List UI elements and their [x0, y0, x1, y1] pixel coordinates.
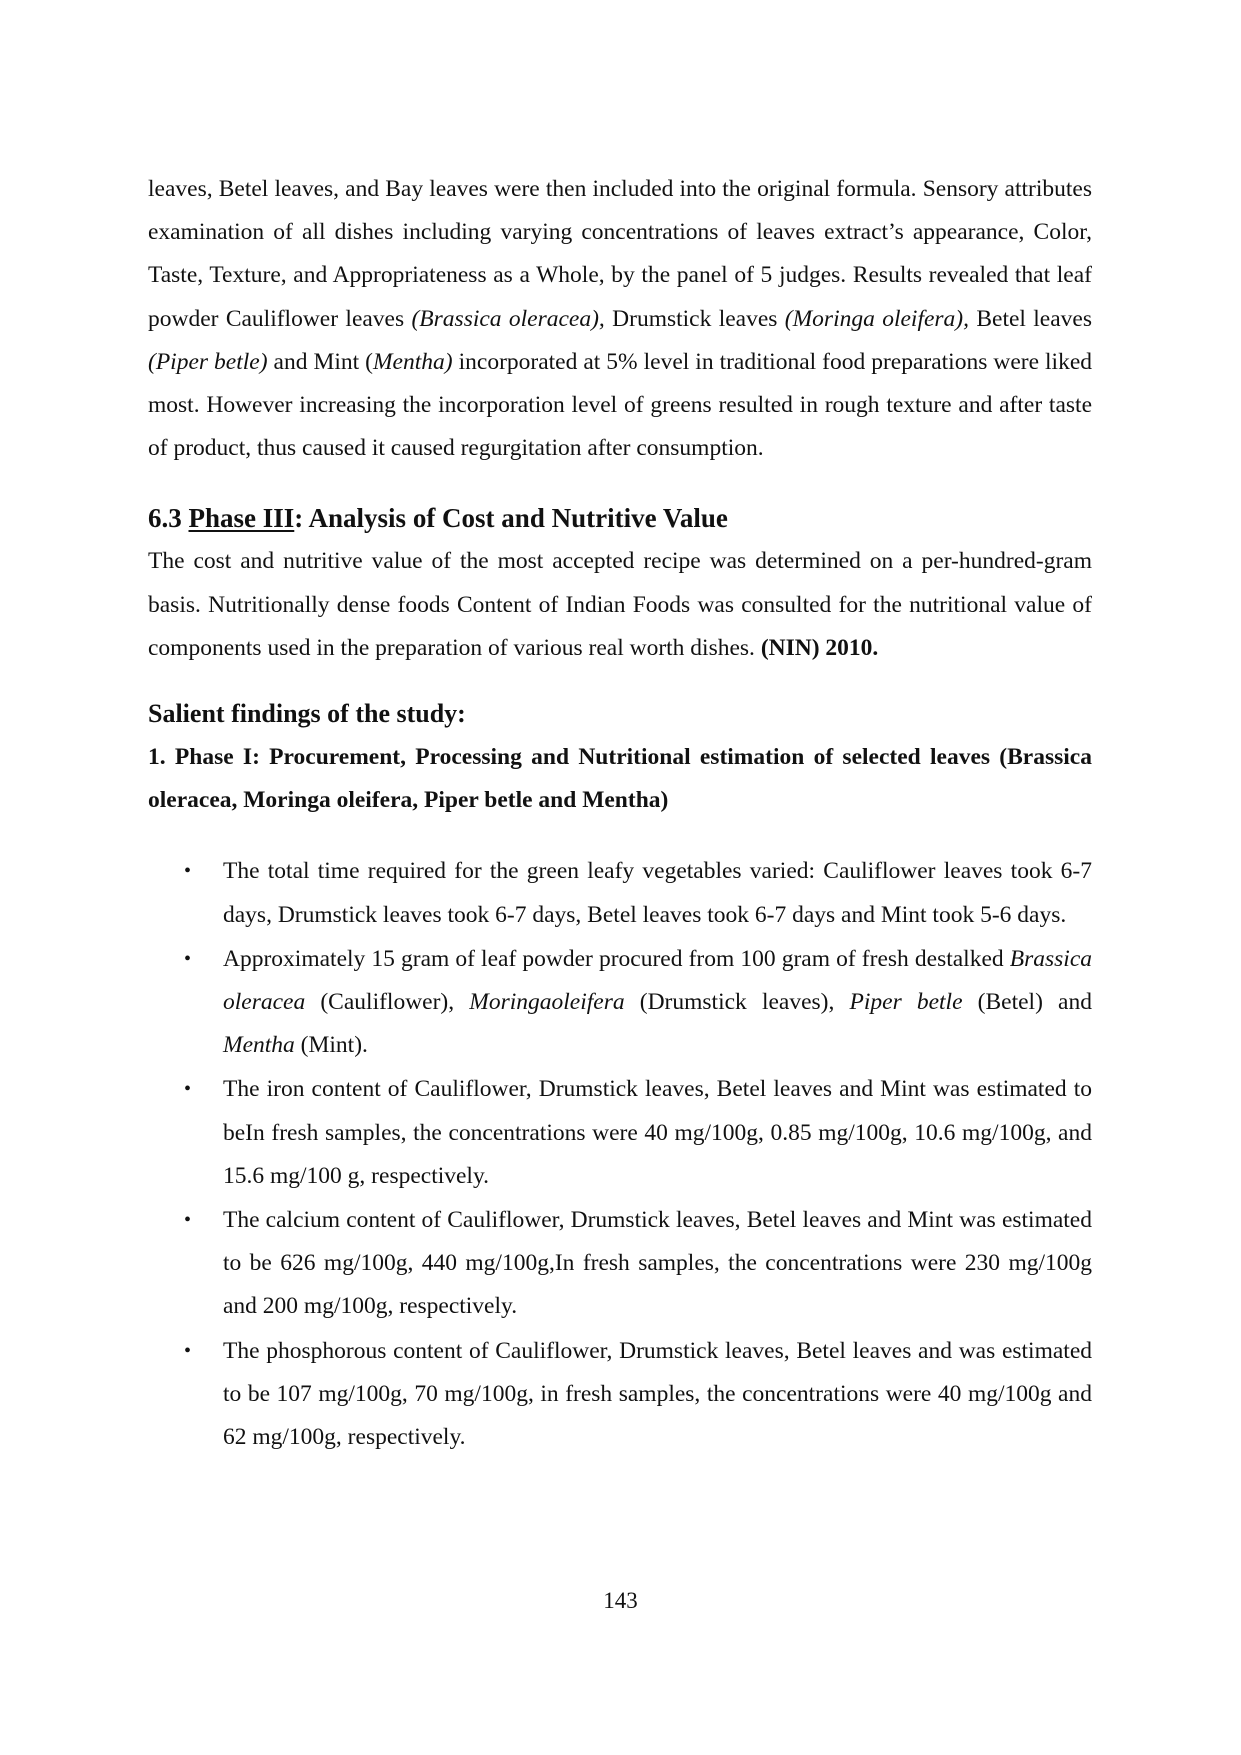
- bullet-icon: •: [184, 1209, 192, 1232]
- section-6-3-paragraph: [148, 540, 1092, 670]
- section-title: : Analysis of Cost and Nutritive Value: [294, 503, 728, 534]
- list-item-text: The phosphorous content of Cauliflower, Drumstick leaves, Betel leaves and was estimated to be 107 mg/100g, 70 mg/100g, in fresh samples, the concentrations were 40 mg/100g and 62 mg/100g, respectively.: [223, 1337, 1092, 1451]
- section-heading-6-3: [148, 496, 1092, 540]
- section-phase-label: Phase III: [188, 503, 295, 534]
- list-item-text: (Drumstick leaves),: [624, 989, 850, 1016]
- list-item-text: (Mint).: [294, 1032, 368, 1059]
- bullet-icon: •: [184, 1078, 192, 1101]
- bullet-icon: •: [184, 1339, 192, 1362]
- list-item: [148, 1330, 1092, 1460]
- intro-paragraph: [148, 168, 1092, 470]
- italic-species-name: Brassica oleracea: [223, 945, 1092, 1016]
- bullet-icon: •: [184, 860, 192, 883]
- italic-species-name: Piper betle: [849, 989, 963, 1016]
- italic-species-name: Moringaoleifera: [469, 989, 625, 1016]
- section-body-citation: (NIN) 2010.: [760, 634, 879, 661]
- page-number: 143: [603, 1588, 638, 1613]
- intro-text-1: leaves, Betel leaves, and Bay leaves were then included into the original formula. Sensory attributes examination of all dishes including varying concentrations of leaves extract’s appearance, Color, Taste, Texture, and Appropriateness as a Whole, by the panel of 5 judges. Results revealed that leaf powder Cauliflower leaves: [148, 176, 1092, 332]
- intro-text-2: Drumstick leaves: [604, 305, 785, 332]
- intro-italic-moringa: (Moringa oleifera),: [784, 305, 969, 332]
- italic-species-name: Mentha: [223, 1032, 295, 1059]
- list-item-text: Approximately 15 gram of leaf powder procured from 100 gram of fresh destalked: [223, 945, 1010, 972]
- intro-italic-brassica: (Brassica oleracea),: [411, 305, 605, 332]
- salient-findings-heading: Salient findings of the study:: [148, 699, 466, 729]
- list-item-text: (Cauliflower),: [305, 989, 470, 1016]
- intro-text-4: and Mint (: [267, 348, 373, 375]
- intro-italic-piper: (Piper betle): [148, 348, 268, 375]
- list-item: [148, 850, 1092, 936]
- phase-1-subheading: 1. Phase I: Procurement, Processing and Nutritional estimation of selected leaves (Brassica oleracea, Moringa oleifera, Piper betle and Mentha): [148, 744, 1092, 814]
- list-item: [148, 1068, 1092, 1198]
- intro-text-5: incorporated at 5% level in traditional food preparations were liked most. However increasing the incorporation level of greens resulted in rough texture and after taste of product, thus caused it caused regurgitation after consumption.: [148, 348, 1092, 462]
- section-number: 6.3: [148, 503, 189, 534]
- document-page: [148, 168, 1092, 1460]
- list-item: [148, 938, 1092, 1068]
- list-item: [148, 1199, 1092, 1329]
- intro-italic-mentha: Mentha): [372, 348, 453, 375]
- intro-text-3: Betel leaves: [969, 305, 1092, 332]
- findings-list: [148, 850, 1092, 1459]
- bullet-icon: •: [184, 947, 192, 970]
- list-item-text: The total time required for the green leafy vegetables varied: Cauliflower leaves took 6-7 days, Drumstick leaves took 6-7 days, Betel leaves took 6-7 days and Mint took 5-6 days.: [223, 858, 1092, 928]
- list-item-text: The iron content of Cauliflower, Drumstick leaves, Betel leaves and Mint was estimated to beIn fresh samples, the concentrations were 40 mg/100g, 0.85 mg/100g, 10.6 mg/100g, and 15.6 mg/100 g, respectively.: [223, 1076, 1092, 1189]
- list-item-text: (Betel) and: [962, 989, 1092, 1016]
- list-item-text: The calcium content of Cauliflower, Drumstick leaves, Betel leaves and Mint was estimated to be 626 mg/100g, 440 mg/100g,In fresh samples, the concentrations were 230 mg/100g and 200 mg/100g, respectively.: [223, 1207, 1092, 1320]
- section-body-text: The cost and nutritive value of the most accepted recipe was determined on a per-hundred-gram basis. Nutritionally dense foods Content of Indian Foods was consulted for the nutritional value of components used in the preparation of various real worth dishes.: [148, 548, 1092, 661]
